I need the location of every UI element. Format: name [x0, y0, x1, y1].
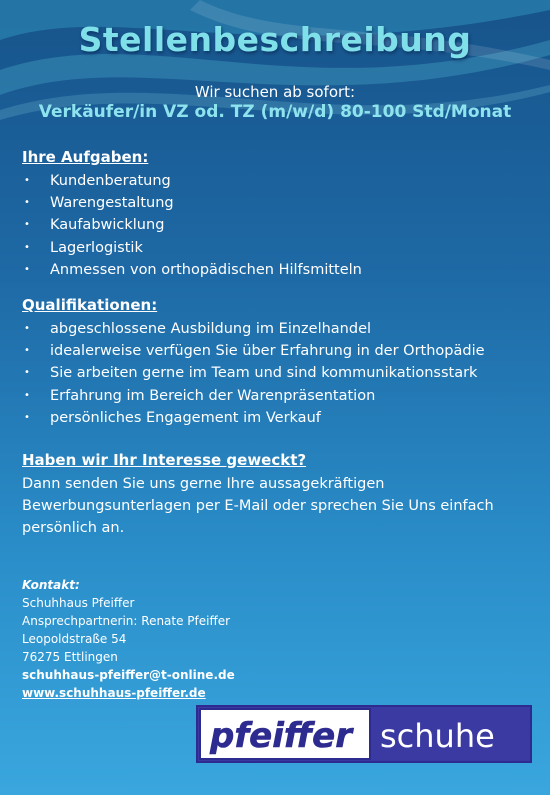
bullet-icon: • [24, 367, 30, 379]
bullet-icon: • [24, 219, 30, 231]
contact-street: Leopoldstraße 54 [22, 632, 127, 646]
bullet-icon: • [24, 241, 30, 253]
tasks-heading: Ihre Aufgaben: [22, 148, 149, 166]
contact-block [22, 576, 322, 702]
contact-company: Schuhhaus Pfeiffer [22, 596, 135, 610]
bullet-icon: • [24, 175, 30, 186]
pfeiffer-schuhe-logo [196, 705, 532, 763]
bullet-icon: • [24, 197, 30, 209]
tasks-list [22, 170, 537, 281]
contact-city: 76275 Ettlingen [22, 650, 118, 664]
qualifications-list [22, 318, 537, 429]
contact-email-link[interactable]: schuhhaus-pfeiffer@t-online.de [22, 668, 235, 682]
list-item: • Erfahrung im Bereich der Warenpräsentation [22, 385, 537, 407]
interest-text-line-3: persönlich an. [22, 520, 125, 536]
bullet-icon: • [24, 263, 30, 275]
list-item: • Sie arbeiten gerne im Team und sind kommunikationsstark [22, 362, 537, 384]
contact-website-link[interactable]: www.schuhhaus-pfeiffer.de [22, 686, 206, 700]
bullet-icon: • [24, 389, 30, 401]
list-item: • idealerweise verfügen Sie über Erfahrung in der Orthopädie [22, 340, 537, 362]
page-title: Stellenbeschreibung [78, 20, 472, 59]
job-position: Verkäufer/in VZ od. TZ (m/w/d) 80-100 Std/Monat [38, 102, 512, 122]
list-item: • persönliches Engagement im Verkauf [22, 407, 537, 429]
interest-text-line-2: Bewerbungsunterlagen per E-Mail oder sprechen Sie Uns einfach [22, 498, 494, 514]
qualifications-heading: Qualifikationen: [22, 296, 158, 314]
bullet-icon: • [24, 323, 30, 334]
interest-section [22, 451, 537, 539]
list-item: • Kundenberatung [22, 170, 537, 192]
list-item: • Anmessen von orthopädischen Hilfsmitteln [22, 259, 537, 281]
list-item: • Warengestaltung [22, 192, 537, 214]
tasks-section [22, 148, 537, 281]
contact-person: Ansprechpartnerin: Renate Pfeiffer [22, 614, 231, 628]
list-item: • Kaufabwicklung [22, 214, 537, 236]
interest-text-line-1: Dann senden Sie uns gerne Ihre aussagekräftigen [22, 476, 385, 492]
logo-word-schuhe: schuhe [380, 717, 495, 755]
interest-heading: Haben wir Ihr Interesse geweckt? [22, 451, 307, 469]
list-item: • abgeschlossene Ausbildung im Einzelhandel [22, 318, 537, 340]
qualifications-section [22, 296, 537, 429]
intro-text: Wir suchen ab sofort: [194, 83, 356, 101]
list-item: • Lagerlogistik [22, 237, 537, 259]
bullet-icon: • [24, 345, 30, 357]
logo-word-pfeiffer: pfeiffer [210, 716, 352, 756]
contact-label: Kontakt: [22, 578, 80, 592]
bullet-icon: • [24, 411, 30, 423]
